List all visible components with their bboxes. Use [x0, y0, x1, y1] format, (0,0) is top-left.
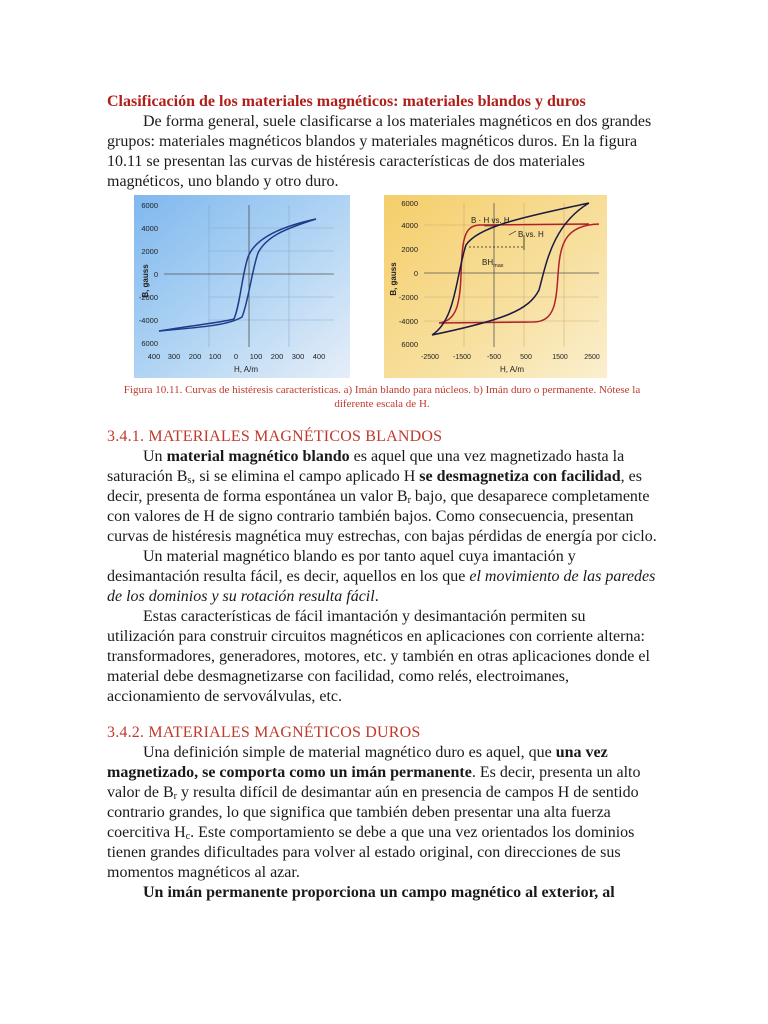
- ytick-label: 6000: [141, 201, 158, 210]
- ytick-label: 4000: [141, 224, 158, 233]
- xtick-label: 300: [291, 352, 305, 361]
- figure-caption: Figura 10.11. Curvas de histéresis características. a) Imán blando para núcleos. b) Imán duro o permanente. Nótese la diferente escala de H.: [123, 384, 641, 410]
- xtick-label: -1500: [453, 354, 471, 361]
- y-axis-label: B, gauss: [389, 262, 398, 296]
- x-axis-label: H, A/m: [499, 365, 525, 374]
- xtick-label: 200: [270, 352, 284, 361]
- y-axis-label: B, gauss: [141, 264, 150, 298]
- ytick-label: -2000: [138, 293, 158, 302]
- ytick-label: 6000: [141, 339, 158, 348]
- ytick-label: 6000: [401, 340, 418, 349]
- ytick-label: 2000: [141, 247, 158, 256]
- xtick-label: 1500: [552, 354, 568, 361]
- intro-paragraph: De forma general, suele clasificarse a los materiales magnéticos en dos grandes grupos: materiales magnéticos blandos y materiales magnéticos duros. En la figura 10.11 se presentan las curvas de histéresis características de dos materiales magnéticos, uno blando y otro duro.: [107, 113, 652, 190]
- ytick-label: 4000: [401, 221, 418, 230]
- xtick-label: 400: [312, 352, 326, 361]
- ytick-label: 0: [153, 270, 158, 279]
- ytick-label: 2000: [401, 245, 418, 254]
- ytick-label: -4000: [138, 316, 158, 325]
- xtick-label: -500: [486, 354, 502, 361]
- xtick-label: 400: [147, 352, 161, 361]
- bh-curve-annotation: B · H vs. H: [471, 216, 510, 225]
- ytick-label: 6000: [401, 199, 418, 208]
- soft-paragraph-1: Un material magnético blando es aquel que una vez magnetizado hasta la saturación $B_s$, si se elimina el campo aplicado H se desmagnetiza con facilidad, es decir, presenta de forma espontánea un valor $B_r$ bajo, que desaparece completamente con valores de H de signo contrario también bajos. Como consecuencia, presentan curvas de histéresis magnética muy estrechas, con bajas pérdidas de energía por ciclo.: [107, 448, 657, 545]
- section-title-hard: 3.4.2. MATERIALES MAGNÉTICOS DUROS: [107, 724, 421, 741]
- xtick-label: 300: [167, 352, 181, 361]
- soft-paragraph-3: Estas características de fácil imantación y desimantación permiten su utilización para construir circuitos magnéticos en aplicaciones con corriente alterna: transformadores, generadores, motores, etc. y también en otras aplicaciones donde el material debe desmagnetizarse con facilidad, como relés, electroimanes, accionamiento de servoválvulas, etc.: [107, 608, 650, 705]
- soft-hysteresis-chart: [134, 195, 350, 378]
- ytick-label: -2000: [398, 293, 418, 302]
- xtick-label: 100: [208, 352, 222, 361]
- ytick-label: 0: [413, 269, 418, 278]
- x-axis-label: H, A/m: [233, 365, 259, 374]
- section-title-soft: 3.4.1. MATERIALES MAGNÉTICOS BLANDOS: [107, 428, 443, 445]
- xtick-label: -2500: [421, 354, 439, 361]
- document-heading: Clasificación de los materiales magnéticos: materiales blandos y duros: [107, 93, 586, 110]
- figure-10-11: [107, 195, 657, 378]
- xtick-label: 200: [188, 352, 202, 361]
- document-page: [107, 92, 657, 903]
- bhmax-annotation: $BH_{max}$: [482, 258, 504, 269]
- hard-hysteresis-chart: [384, 195, 607, 378]
- ytick-label: -4000: [398, 317, 418, 326]
- hard-paragraph-1: Una definición simple de material magnético duro es aquel, que una vez magnetizado, se comporta como un imán permanente. Es decir, presenta un alto valor de $B_r$ y resulta difícil de desimantar aún en presencia de campos H de sentido contrario grandes, lo que significa que también deben presentar una alta fuerza coercitiva $H_c$. Este comportamiento se debe a que una vez orientados los dominios tienen grandes dificultades para volver al estado original, con direcciones de sus momentos magnéticos al azar.: [107, 744, 641, 881]
- hard-paragraph-2: Un imán permanente proporciona un campo magnético al exterior, al: [143, 884, 615, 901]
- b-curve-annotation: B vs. H: [518, 230, 544, 239]
- soft-paragraph-2: Un material magnético blando es por tanto aquel cuya imantación y desimantación resulta fácil, es decir, aquellos en los que el movimiento de las paredes de los dominios y su rotación resulta fácil.: [107, 548, 656, 605]
- xtick-label: 2500: [584, 354, 600, 361]
- xtick-label: 100: [249, 352, 263, 361]
- xtick-label: 0: [233, 352, 239, 361]
- xtick-label: 500: [520, 354, 532, 361]
